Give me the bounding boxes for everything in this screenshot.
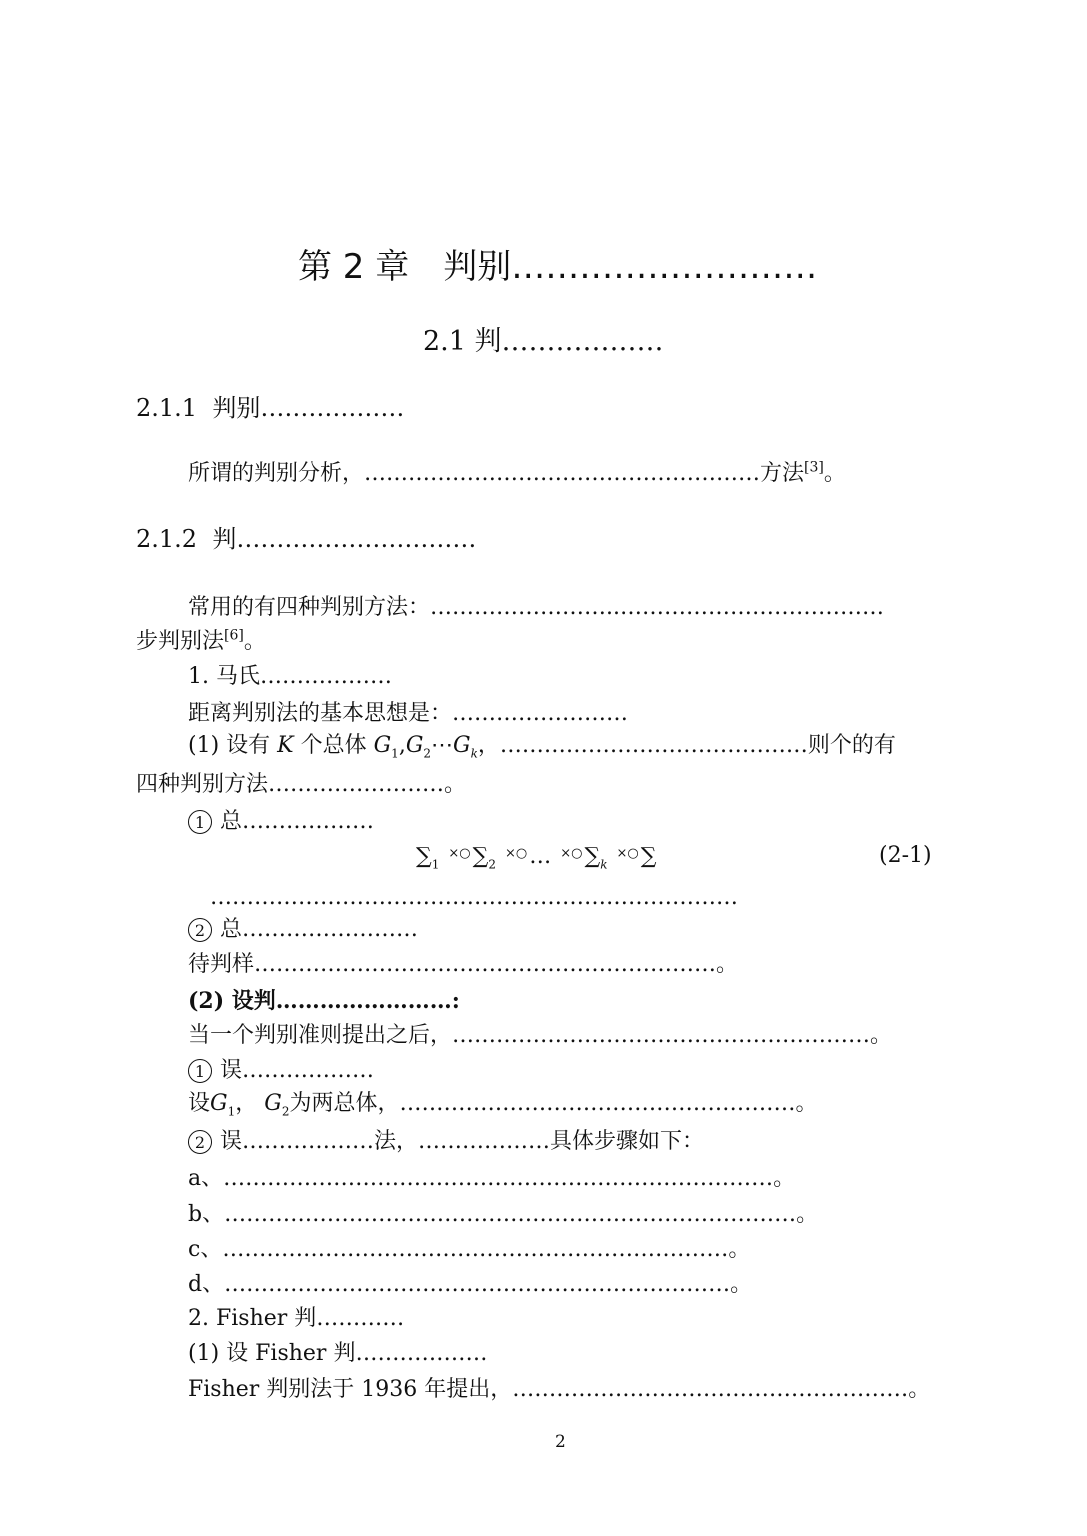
punctuation: 。 (823, 461, 846, 486)
equation-2-1 (416, 840, 656, 871)
subsection-number: 2.1.1 (136, 394, 198, 422)
equation-number: (2-1) (879, 843, 932, 868)
item-label: 误………………法，………………具体步骤如下： (220, 1129, 705, 1154)
fisher-text: Fisher 判别法于 1936 年提出，………………………………………………。 (188, 1377, 931, 1402)
item-1-sub-1: (1) 设有 K 个总体 $G_1,G_2\cdots G_k$，……………………………………则个的有 (188, 733, 896, 761)
item-2-text: 当一个判别准则提出之后，…………………………………………………。 (188, 1023, 893, 1048)
after-equation-line: ……………………………………………………………… (210, 885, 738, 910)
subscript: 1 (227, 1104, 236, 1119)
chapter-title: 第 2 章 判别……………………… (298, 247, 818, 287)
step-a: a、…………………………………………………………………。 (188, 1166, 796, 1191)
item-2-bold-heading: (2) 设判……………………: (188, 988, 460, 1014)
text: 设 (188, 1091, 211, 1116)
wait-sample-line: 待判样………………………………………………………。 (188, 952, 739, 977)
punctuation: 。 (243, 629, 266, 654)
step-d: d、……………………………………………………………。 (188, 1272, 753, 1297)
ellipsis: ⋯ (431, 733, 454, 758)
subsection-number: 2.1.2 (136, 525, 198, 553)
item-label: 总……………… (220, 809, 375, 834)
circled-number: 1 (188, 810, 212, 834)
item-label: 误……………… (220, 1058, 375, 1083)
circled-item-3 (188, 1057, 374, 1085)
circled-item-4 (188, 1128, 704, 1156)
operator-symbol: ×○ (448, 846, 471, 861)
circled-number: 2 (188, 1130, 212, 1154)
subscript: 2 (488, 857, 496, 872)
item-1-description: 距离判别法的基本思想是：…………………… (188, 701, 629, 726)
sigma-symbol: ∑ (416, 844, 432, 869)
subsection-title: 判………………………… (212, 525, 477, 553)
subscript: k (470, 746, 478, 761)
text: ， (235, 1091, 258, 1116)
page-number: 2 (555, 1432, 566, 1452)
operator-symbol: ×○ (560, 846, 583, 861)
subscript: 1 (431, 857, 440, 872)
variable-G: G (453, 733, 471, 758)
circled-number: 1 (188, 1059, 212, 1083)
variable-G: G (373, 733, 392, 758)
item-1-sub-1-line2: 四种判别方法……………………。 (136, 772, 467, 797)
circled-item-2 (188, 916, 418, 944)
paragraph-text: 所谓的判别分析，………………………………………………方法 (188, 461, 805, 486)
sigma-symbol: ∑ (640, 844, 657, 869)
variable-K: K (277, 733, 294, 758)
subscript: 2 (281, 1104, 290, 1119)
variable-G: G (210, 1091, 228, 1116)
sigma-symbol: ∑ (472, 844, 489, 869)
ellipsis: … (529, 844, 552, 869)
paragraph-methods-line2 (136, 628, 266, 656)
circled-number: 2 (188, 918, 212, 942)
citation: [6] (224, 627, 244, 644)
variable-G: G (264, 1091, 282, 1116)
fisher-sub: (1) 设 Fisher 判……………… (188, 1341, 488, 1366)
subsection-title: 判别……………… (212, 394, 405, 422)
sub-text: ，……………………………………则个的有 (477, 733, 896, 758)
fisher-title: 2. Fisher 判………… (188, 1306, 405, 1331)
subsection-2-1-1 (136, 393, 404, 423)
step-b: b、……………………………………………………………………。 (188, 1202, 819, 1227)
item-label: 总…………………… (220, 917, 419, 942)
operator-symbol: ×○ (504, 846, 528, 861)
subscript: k (600, 857, 608, 872)
paragraph-definition (188, 460, 846, 488)
citation: [3] (804, 459, 824, 476)
operator-symbol: ×○ (616, 846, 639, 861)
subscript: 2 (423, 746, 432, 761)
variable-G: G (405, 733, 424, 758)
text: 为两总体，………………………………………………。 (289, 1091, 818, 1116)
subscript: 1 (391, 746, 399, 761)
circled-item-1 (188, 808, 374, 836)
paragraph-text: 步判别法 (136, 629, 225, 654)
sub-text: 个总体 (293, 733, 374, 758)
subsection-2-1-2 (136, 524, 476, 554)
item-1-title: 1. 马氏……………… (188, 664, 392, 689)
paragraph-methods-line1: 常用的有四种判别方法：……………………..……………………………… (188, 595, 884, 620)
step-c: c、……………………………………………………………。 (188, 1237, 751, 1262)
sub-prefix: (1) 设有 (188, 733, 278, 758)
set-G-line (188, 1090, 817, 1118)
sigma-symbol: ∑ (584, 844, 601, 869)
section-title: 2.1 判……………… (423, 326, 664, 357)
